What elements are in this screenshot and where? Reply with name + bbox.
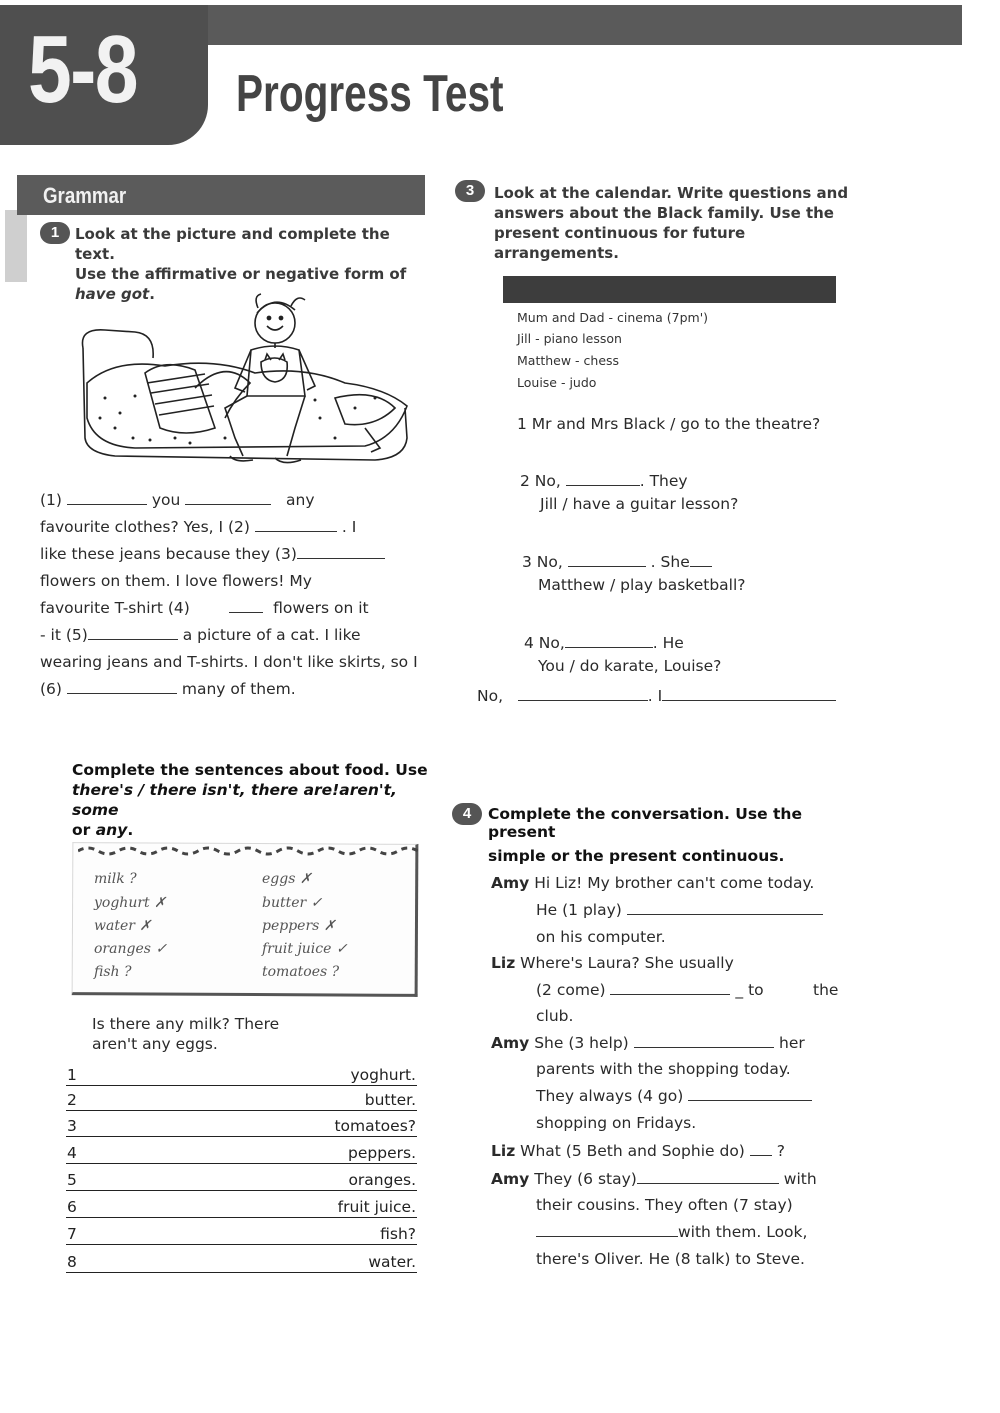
dialogue-line [491, 872, 814, 894]
instruction-emphasis: have got [75, 285, 150, 303]
calendar-entry: Matthew - chess [517, 353, 620, 368]
dialogue-line: on his computer. [536, 928, 666, 946]
note-item [94, 871, 137, 887]
text-fragment: . He [652, 634, 684, 652]
speaker-name: Liz [491, 954, 516, 972]
text-fragment: like these jeans because they (3) [40, 545, 297, 563]
text-line [40, 487, 430, 514]
question-3: Matthew / play basketball? [538, 576, 746, 594]
text-line [40, 676, 430, 703]
answer-blank[interactable] [568, 553, 646, 567]
answer-word: tomatoes? [334, 1117, 416, 1135]
instruction-line: Look at the picture and complete the text. [75, 225, 390, 263]
food-mark: ✓ [335, 941, 348, 957]
answer-blank[interactable] [662, 687, 836, 701]
text-fragment: favourite T-shirt (4) [40, 599, 190, 617]
text-fragment: 4 No, [524, 634, 565, 652]
instruction-text: or [72, 821, 96, 839]
text-fragment: (1) [40, 491, 62, 509]
instruction-line [72, 820, 432, 840]
dialogue-line: their cousins. They often (7 stay) [536, 1196, 793, 1214]
calendar-header [503, 276, 836, 303]
answer-5 [477, 685, 836, 707]
example-line: Is there any milk? There [92, 1015, 280, 1033]
food-mark: ✗ [323, 918, 336, 934]
answer-line[interactable] [66, 1112, 417, 1137]
exercise-3-badge: 3 [455, 180, 485, 202]
note-item [262, 964, 339, 980]
instruction-line: Use the affirmative or negative form of [75, 265, 407, 283]
dialogue-line: shopping on Fridays. [536, 1114, 697, 1132]
instruction-emphasis: any [95, 821, 128, 839]
dialogue-line [491, 952, 734, 974]
margin-shade [5, 210, 27, 282]
question-4: You / do karate, Louise? [538, 657, 722, 675]
text-fragment: . She [650, 553, 690, 571]
dialogue-word: the [813, 981, 839, 999]
dialogue-text: What (5 Beth and Sophie do) [515, 1142, 745, 1160]
instruction-line: Complete the sentences about food. Use [72, 761, 428, 779]
answer-blank[interactable] [688, 1087, 812, 1101]
note-item [94, 918, 151, 934]
instruction-emphasis: there's / there isn't, there are!aren't, some [72, 781, 397, 819]
answer-blank[interactable] [536, 1223, 678, 1237]
instruction-line: simple or the present continuous. [488, 847, 785, 865]
speaker-name: Liz [491, 1142, 516, 1160]
answer-line[interactable] [66, 1061, 417, 1086]
food-mark: ✓ [155, 941, 168, 957]
text-fragment: . I [341, 518, 357, 536]
answer-blank[interactable] [610, 981, 730, 995]
dialogue-text: (2 come) [536, 981, 606, 999]
instruction-line: Complete the conversation. Use the [488, 805, 802, 823]
answer-number: 6 [67, 1198, 77, 1216]
instruction-punct: . [149, 285, 155, 303]
text-fragment: No, [477, 687, 504, 705]
answer-number: 5 [67, 1171, 77, 1189]
note-item [262, 941, 348, 957]
dialogue-line [491, 1140, 785, 1162]
food-name: tomatoes [262, 964, 328, 980]
speaker-name: Amy [491, 1034, 530, 1052]
text-line [40, 514, 430, 541]
food-name: water [94, 918, 135, 934]
answer-line[interactable] [66, 1139, 417, 1164]
food-name: fish [94, 964, 120, 980]
exercise-1-text [40, 487, 430, 703]
calendar-entry: Mum and Dad - cinema (7pm') [517, 310, 709, 325]
exercise-4-instructions [488, 805, 808, 865]
instruction-line: present [488, 823, 556, 841]
exercise-2-example [92, 1014, 279, 1054]
torn-edge [78, 843, 418, 857]
food-name: eggs [262, 871, 296, 887]
answer-blank-2[interactable] [255, 518, 337, 532]
question-1: 1 Mr and Mrs Black / go to the theatre? [517, 415, 821, 433]
note-item [262, 895, 322, 911]
answer-line[interactable] [66, 1086, 417, 1111]
answer-number: 4 [67, 1144, 77, 1162]
note-item [262, 871, 312, 887]
food-mark: ✗ [299, 871, 312, 887]
dialogue-text: Where's Laura? She usually [515, 954, 734, 972]
text-fragment: 2 No, [520, 472, 561, 490]
answer-blank[interactable] [750, 1142, 772, 1156]
dialogue-word: her [779, 1034, 805, 1052]
answer-blank[interactable] [637, 1170, 779, 1184]
speaker-name: Amy [491, 874, 530, 892]
exercise-4-badge: 4 [452, 803, 482, 825]
food-mark: ✗ [154, 895, 166, 911]
answer-blank[interactable] [518, 687, 648, 701]
answer-blank[interactable] [690, 553, 712, 567]
dialogue-line: parents with the shopping today. [536, 1060, 791, 1078]
dialogue-line: club. [536, 1007, 574, 1025]
answer-line[interactable] [66, 1220, 417, 1245]
dialogue-text: ? [776, 1142, 785, 1160]
food-name: fruit juice [262, 941, 332, 957]
food-mark: ? [331, 964, 340, 980]
food-mark: ? [124, 964, 132, 980]
girl-on-bed-illustration [75, 288, 415, 473]
answer-2 [520, 470, 688, 492]
answer-word: oranges. [348, 1171, 416, 1189]
note-item [262, 918, 336, 934]
food-mark: ✗ [139, 918, 152, 934]
dialogue-text: with them. Look, [678, 1223, 808, 1241]
text-fragment: favourite clothes? Yes, I (2) [40, 518, 250, 536]
answer-4 [524, 632, 684, 654]
dialogue-line [536, 1221, 807, 1243]
answer-number: 1 [67, 1066, 77, 1084]
note-item [94, 895, 166, 911]
unit-number: 5-8 [28, 16, 137, 123]
answer-word: fish? [380, 1225, 416, 1243]
food-name: milk [94, 871, 125, 887]
page-title: Progress Test [236, 65, 504, 123]
question-2: Jill / have a guitar lesson? [540, 495, 739, 513]
dialogue-line [491, 1032, 774, 1054]
answer-blank[interactable] [566, 472, 640, 486]
calendar-entry: Louise - judo [517, 375, 597, 390]
dialogue-line [536, 899, 823, 921]
instruction-line: answers about the Black family. Use the [494, 204, 834, 222]
answer-word: butter. [364, 1091, 416, 1109]
dialogue-line [536, 1085, 812, 1107]
food-mark: ? [129, 871, 137, 887]
grammar-heading-bar [17, 175, 425, 215]
page-header [0, 0, 962, 145]
food-name: peppers [262, 918, 320, 934]
answer-number: 2 [67, 1091, 77, 1109]
dialogue-text: She (3 help) [529, 1034, 629, 1052]
answer-blank[interactable] [627, 901, 823, 915]
answer-word: water. [368, 1253, 416, 1271]
example-line: aren't any eggs. [92, 1035, 218, 1053]
dialogue-line: there's Oliver. He (8 talk) to Steve. [536, 1250, 805, 1268]
answer-number: 8 [67, 1253, 77, 1271]
answer-number: 7 [67, 1225, 77, 1243]
grammar-heading: Grammar [43, 183, 127, 208]
note-item [94, 941, 167, 957]
text-line [40, 622, 430, 649]
dialogue-text: Hi Liz! My brother can't come today. [529, 874, 815, 892]
food-mark: ✓ [310, 895, 323, 911]
answer-line[interactable] [66, 1193, 417, 1218]
calendar-entry: Jill - piano lesson [517, 331, 622, 346]
instruction-line: Look at the calendar. Write questions and [494, 184, 849, 202]
dialogue-text: He (1 play) [536, 901, 622, 919]
dialogue-text: They always (4 go) [536, 1087, 684, 1105]
instruction-line [72, 780, 432, 820]
text-line: flowers on them. I love flowers! My [40, 572, 312, 590]
answer-3 [522, 551, 712, 573]
instruction-punct: . [127, 821, 134, 839]
dialogue-line [536, 979, 764, 1001]
exercise-2-instructions [72, 760, 432, 840]
instruction-line: present continuous for future arrangements. [494, 224, 746, 262]
answer-blank[interactable] [565, 634, 653, 648]
text-fragment: a picture of a cat. I like [182, 626, 361, 644]
text-fragment: . I [647, 687, 663, 705]
answer-blank-1b[interactable] [185, 491, 271, 505]
text-fragment: you [151, 491, 181, 509]
answer-line[interactable] [66, 1248, 417, 1273]
dialogue-text: They (6 stay) [529, 1170, 637, 1188]
text-fragment: . They [639, 472, 688, 490]
dialogue-text: with [783, 1170, 817, 1188]
text-fragment: (6) [40, 680, 62, 698]
text-fragment: flowers on it [273, 599, 369, 617]
answer-blank[interactable] [634, 1034, 774, 1048]
answer-blank-5[interactable] [88, 626, 178, 640]
answer-line[interactable] [66, 1166, 417, 1191]
dialogue-line [491, 1168, 817, 1190]
exercise-3-instructions [494, 183, 874, 263]
text-fragment: 3 No, [522, 553, 563, 571]
food-note-card [72, 843, 422, 1000]
speaker-name: Amy [491, 1170, 530, 1188]
text-fragment: - it (5) [40, 626, 88, 644]
text-fragment: any [286, 491, 315, 509]
answer-blank-4[interactable] [229, 599, 263, 613]
answer-word: yoghurt. [350, 1066, 416, 1084]
answer-blank-6[interactable] [67, 680, 177, 694]
text-line: wearing jeans and T-shirts. I don't like skirts, so I [40, 653, 418, 671]
answer-blank-1[interactable] [67, 491, 147, 505]
food-name: yoghurt [94, 895, 150, 911]
text-line [40, 541, 430, 568]
answer-blank-3[interactable] [297, 545, 385, 559]
text-fragment: many of them. [181, 680, 296, 698]
answer-word: fruit juice. [337, 1198, 416, 1216]
text-line [40, 595, 430, 622]
answer-word: peppers. [348, 1144, 416, 1162]
food-name: oranges [94, 941, 151, 957]
answer-number: 3 [67, 1117, 77, 1135]
note-item [94, 964, 132, 980]
exercise-1-badge: 1 [40, 222, 70, 244]
food-name: butter [262, 895, 307, 911]
dialogue-text: _ to [735, 981, 764, 999]
